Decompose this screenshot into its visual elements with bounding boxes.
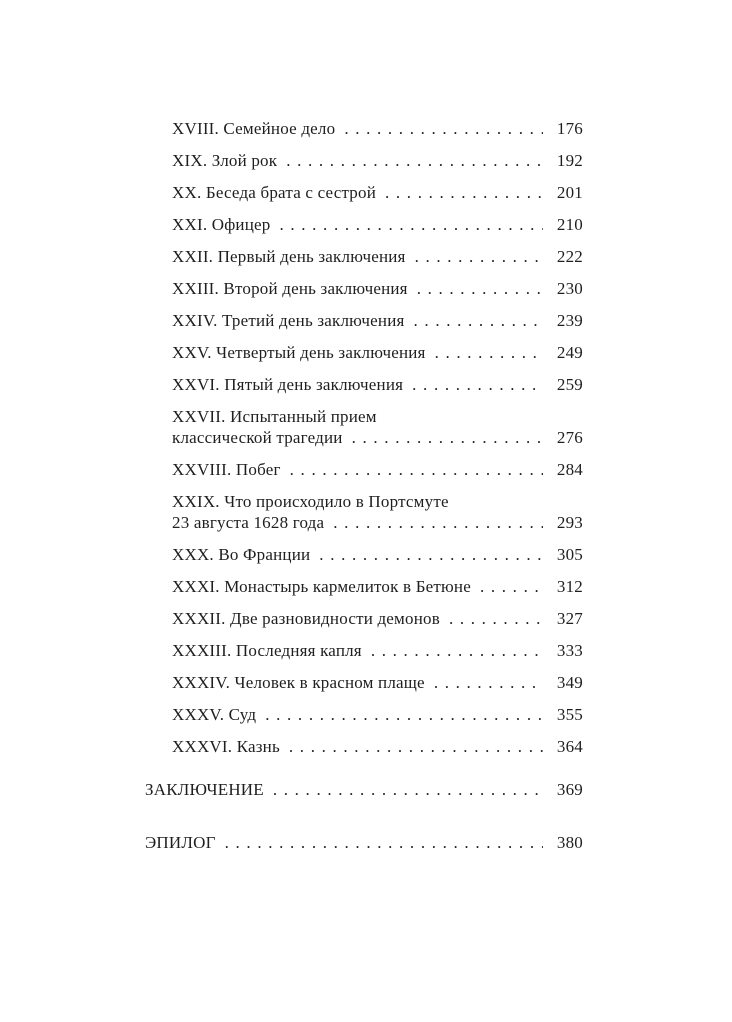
page-number: 312 bbox=[556, 577, 583, 596]
dot-leader bbox=[412, 374, 543, 395]
page-number: 276 bbox=[556, 428, 583, 447]
toc-entry bbox=[145, 832, 583, 853]
toc-entry bbox=[145, 672, 583, 693]
toc-entry bbox=[145, 310, 583, 331]
dot-leader bbox=[286, 150, 543, 171]
dot-leader bbox=[434, 672, 543, 693]
entry-title: XXXIV. Человек в красном плаще bbox=[172, 673, 425, 692]
dot-leader bbox=[352, 427, 543, 448]
page-number: 369 bbox=[556, 780, 583, 799]
toc-entry bbox=[145, 491, 583, 533]
entry-title: XVIII. Семейное дело bbox=[172, 119, 336, 138]
page-number: 192 bbox=[556, 151, 583, 170]
toc-entry bbox=[145, 118, 583, 139]
toc-entry bbox=[145, 182, 583, 203]
dot-leader bbox=[415, 246, 543, 267]
page-number: 284 bbox=[556, 460, 583, 479]
entry-title: XXVI. Пятый день заключения bbox=[172, 375, 404, 394]
toc-entry bbox=[145, 374, 583, 395]
dot-leader bbox=[333, 512, 543, 533]
dot-leader bbox=[319, 544, 543, 565]
entry-title: XXXIII. Последняя капля bbox=[172, 641, 362, 660]
dot-leader bbox=[344, 118, 543, 139]
entry-title: XIX. Злой рок bbox=[172, 151, 278, 170]
toc-entry bbox=[145, 246, 583, 267]
entry-title: XXVIII. Побег bbox=[172, 460, 281, 479]
section-list bbox=[145, 779, 583, 853]
toc-entry bbox=[145, 736, 583, 757]
chapter-list bbox=[145, 118, 583, 757]
dot-leader bbox=[449, 608, 543, 629]
page-number: 239 bbox=[556, 311, 583, 330]
entry-title: XXXV. Суд bbox=[172, 705, 257, 724]
toc-entry bbox=[145, 576, 583, 597]
toc-entry bbox=[145, 459, 583, 480]
page-number: 333 bbox=[556, 641, 583, 660]
entry-title: XXV. Четвертый день заключения bbox=[172, 343, 426, 362]
dot-leader bbox=[385, 182, 543, 203]
dot-leader bbox=[414, 310, 543, 331]
toc-entry bbox=[145, 214, 583, 235]
page-number: 210 bbox=[556, 215, 583, 234]
page-number: 327 bbox=[556, 609, 583, 628]
entry-title: XXI. Офицер bbox=[172, 215, 271, 234]
entry-title: классической трагедии bbox=[172, 428, 343, 447]
page-number: 201 bbox=[556, 183, 583, 202]
dot-leader bbox=[290, 459, 543, 480]
dot-leader bbox=[480, 576, 543, 597]
entry-title: XXIV. Третий день заключения bbox=[172, 311, 405, 330]
entry-title: XXXII. Две разновидности демонов bbox=[172, 609, 440, 628]
entry-title: 23 августа 1628 года bbox=[172, 513, 325, 532]
dot-leader bbox=[371, 640, 543, 661]
page-number: 305 bbox=[556, 545, 583, 564]
toc-entry bbox=[145, 278, 583, 299]
dot-leader bbox=[435, 342, 543, 363]
page-number: 293 bbox=[556, 513, 583, 532]
page-number: 364 bbox=[556, 737, 583, 756]
dot-leader bbox=[225, 832, 543, 853]
toc-entry bbox=[145, 704, 583, 725]
dot-leader bbox=[279, 214, 543, 235]
page-number: 176 bbox=[556, 119, 583, 138]
toc-entry bbox=[145, 342, 583, 363]
entry-title: ЗАКЛЮЧЕНИЕ bbox=[145, 780, 264, 799]
toc-entry bbox=[145, 640, 583, 661]
page-number: 355 bbox=[556, 705, 583, 724]
toc-entry bbox=[145, 150, 583, 171]
page-number: 249 bbox=[556, 343, 583, 362]
page-number: 259 bbox=[556, 375, 583, 394]
entry-title-line: XXVII. Испытанный прием bbox=[172, 407, 377, 426]
page-number: 349 bbox=[556, 673, 583, 692]
entry-title: XXIII. Второй день заключения bbox=[172, 279, 408, 298]
entry-title: XXXVI. Казнь bbox=[172, 737, 280, 756]
dot-leader bbox=[265, 704, 543, 725]
toc-entry bbox=[145, 608, 583, 629]
entry-title: XXXI. Монастырь кармелиток в Бетюне bbox=[172, 577, 471, 596]
entry-title: XXX. Во Франции bbox=[172, 545, 311, 564]
entry-title: XXII. Первый день заключения bbox=[172, 247, 406, 266]
page-number: 230 bbox=[556, 279, 583, 298]
dot-leader bbox=[273, 779, 543, 800]
toc-entry bbox=[145, 406, 583, 448]
entry-title: ЭПИЛОГ bbox=[145, 833, 216, 852]
entry-title-line: XXIX. Что происходило в Портсмуте bbox=[172, 492, 449, 511]
toc-entry bbox=[145, 779, 583, 800]
dot-leader bbox=[417, 278, 543, 299]
page-number: 222 bbox=[556, 247, 583, 266]
page-number: 380 bbox=[556, 833, 583, 852]
toc-entry bbox=[145, 544, 583, 565]
entry-title: XX. Беседа брата с сестрой bbox=[172, 183, 376, 202]
dot-leader bbox=[289, 736, 543, 757]
